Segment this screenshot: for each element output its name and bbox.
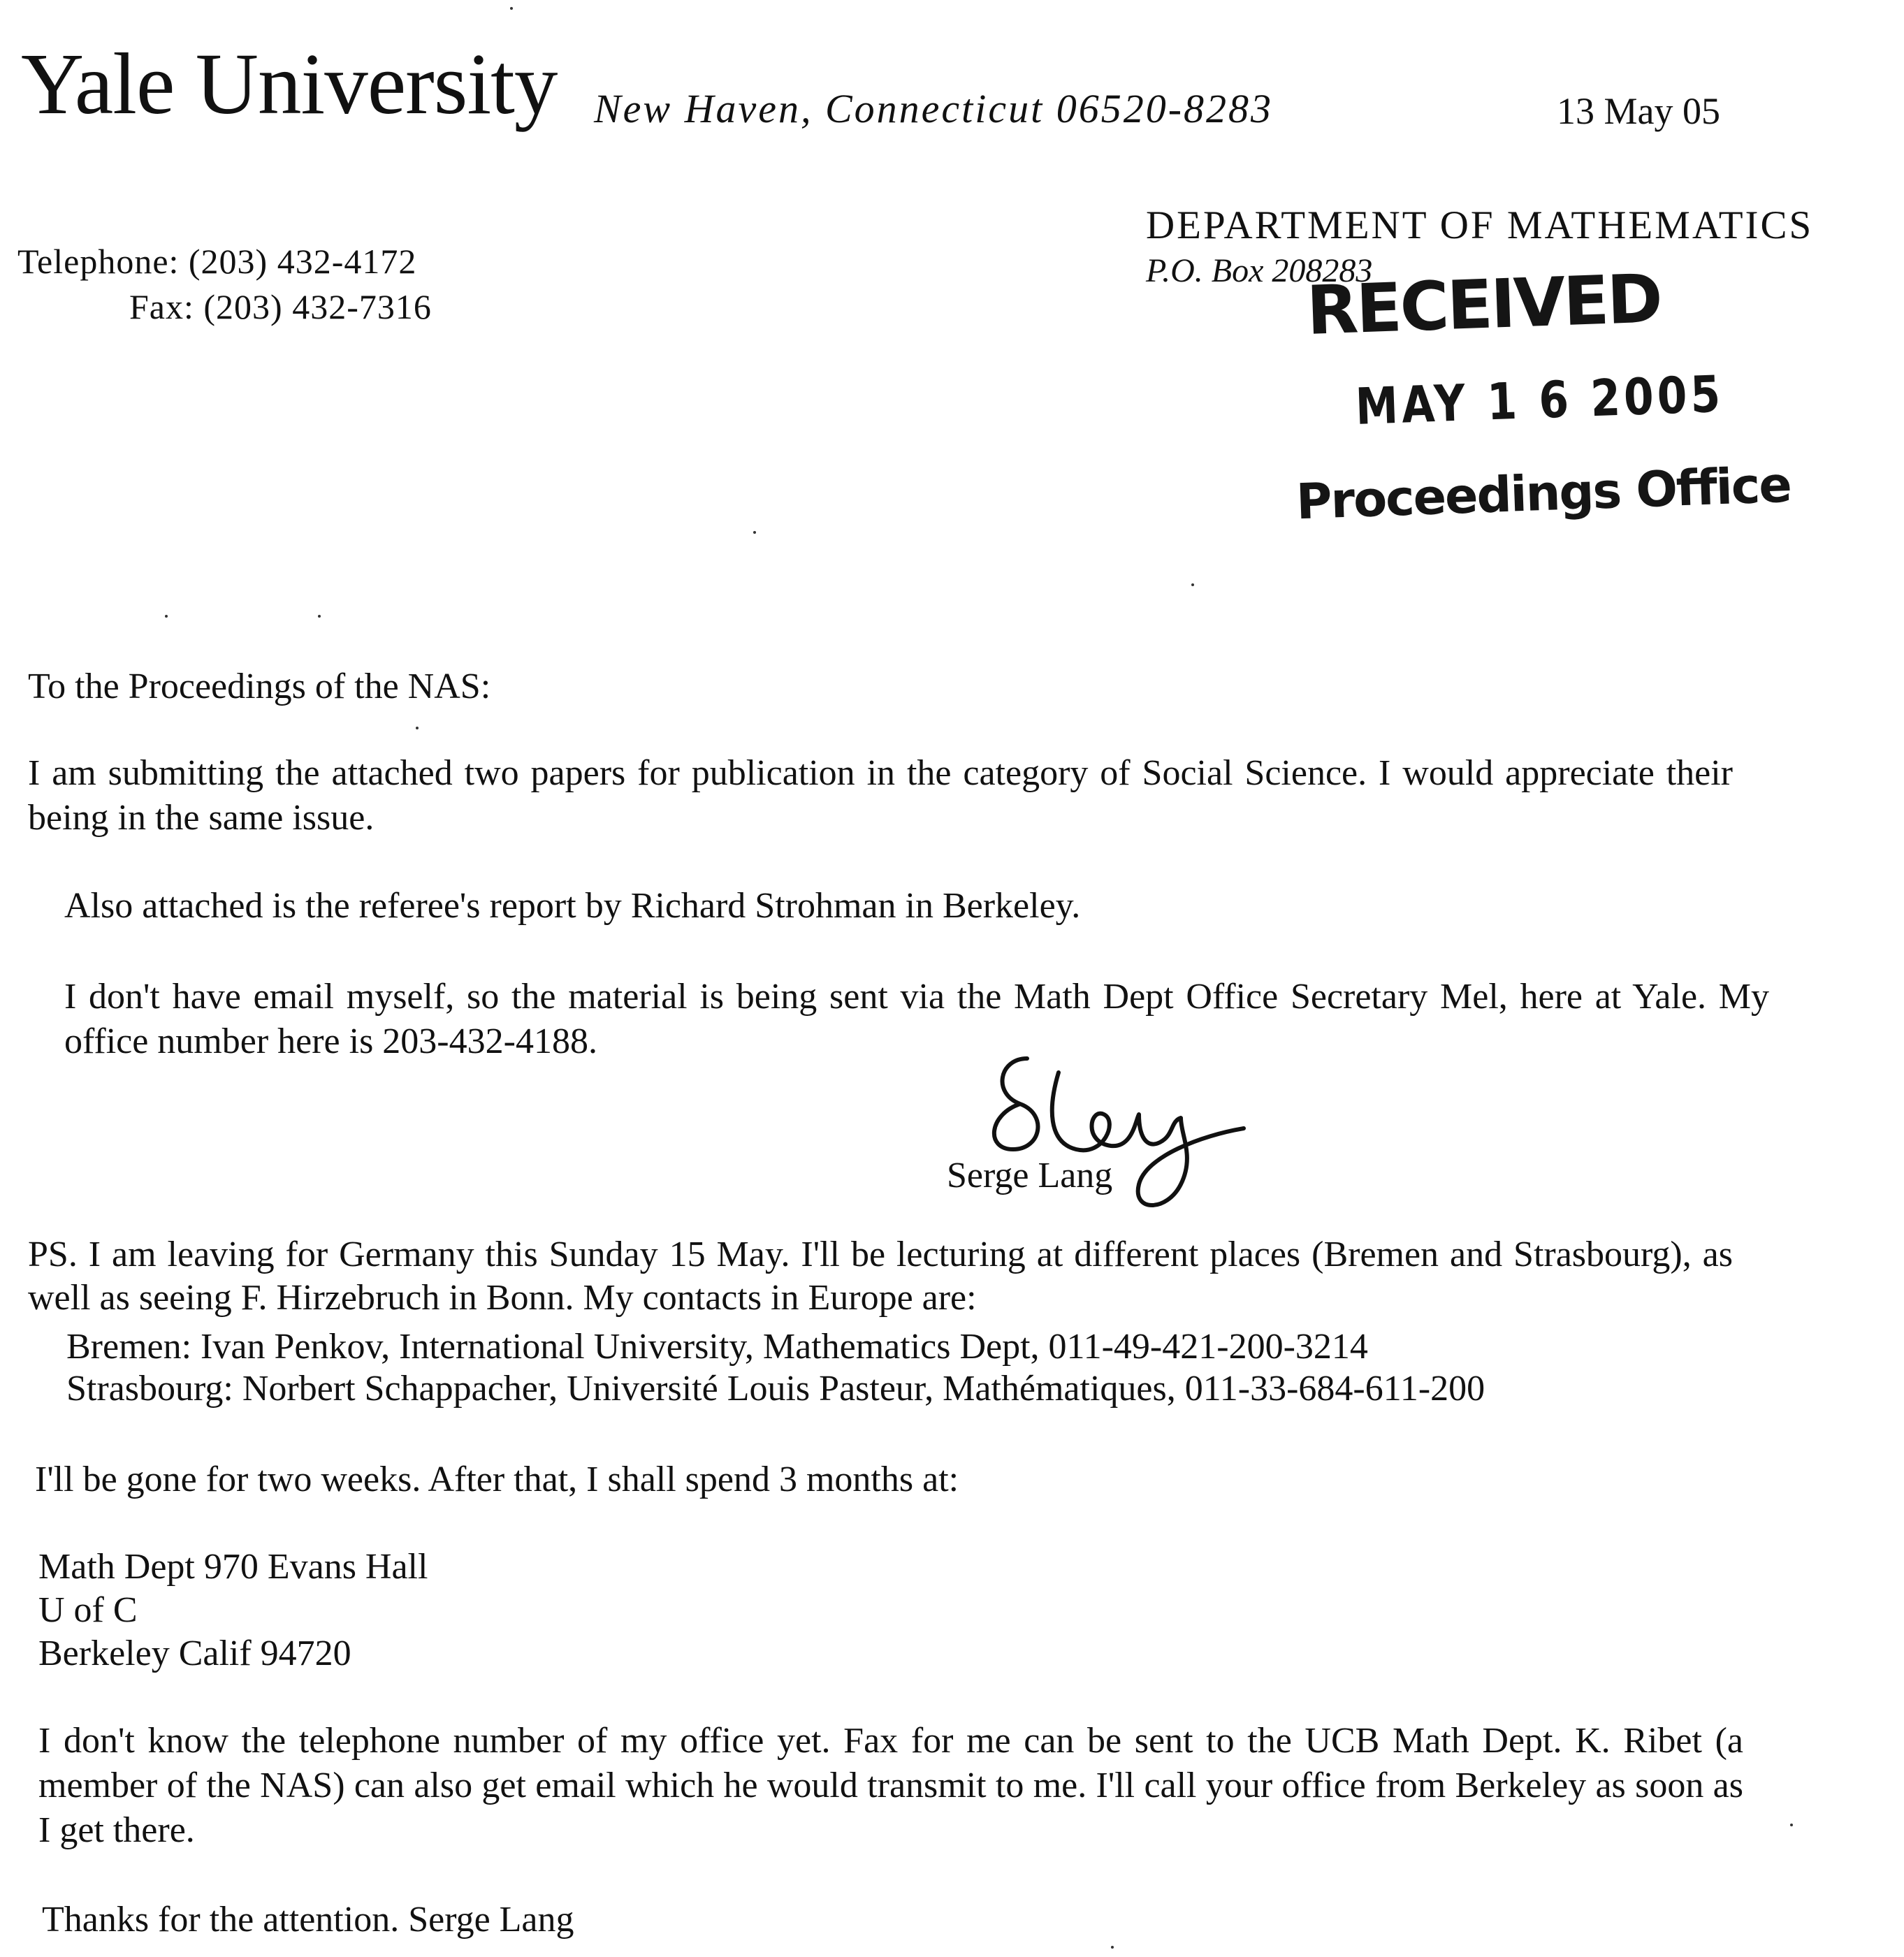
po-box: P.O. Box 208283	[1146, 252, 1373, 289]
scan-speck	[416, 727, 419, 729]
institution-name: Yale University	[21, 36, 558, 133]
postscript: PS. I am leaving for Germany this Sunday 15 May. I'll be lecturing at different places (Bremen and Strasbourg), as well as seeing F. Hirzebruch in Bonn. My contacts in Europe are:	[28, 1235, 1733, 1318]
address-line-1: Math Dept 970 Evans Hall	[38, 1547, 428, 1587]
institution-address: New Haven, Connecticut 06520-8283	[594, 86, 1274, 131]
contact-strasbourg: Strasbourg: Norbert Schappacher, Université Louis Pasteur, Mathématiques, 011-33-684-611-200	[66, 1369, 1485, 1409]
signature-image	[971, 1045, 1251, 1226]
department-name: DEPARTMENT OF MATHEMATICS	[1146, 203, 1814, 247]
address-line-2: U of C	[38, 1590, 138, 1630]
scan-speck	[753, 531, 756, 534]
paragraph-email	[28, 975, 1769, 1064]
signature-name: Serge Lang	[947, 1156, 1113, 1195]
paragraph-referee: Also attached is the referee's report by Richard Strohman in Berkeley.	[64, 886, 1081, 926]
paragraph-travel: I'll be gone for two weeks. After that, I shall spend 3 months at:	[35, 1460, 959, 1499]
scan-speck	[1790, 1824, 1793, 1826]
fax-number: Fax: (203) 432-7316	[129, 287, 432, 326]
scan-speck	[1111, 1946, 1114, 1949]
received-stamp-office: Proceedings Office	[1295, 456, 1792, 531]
received-stamp-date: MAY 1 6 2005	[1354, 364, 1725, 436]
contact-bremen: Bremen: Ivan Penkov, International University, Mathematics Dept, 011-49-421-200-3214	[66, 1327, 1368, 1367]
salutation: To the Proceedings of the NAS:	[28, 667, 491, 706]
scan-speck	[510, 7, 513, 10]
scan-speck	[1191, 583, 1194, 586]
paragraph-email-text: I don't have email myself, so the material is being sent via the Math Dept Office Secretary Mel, here at Yale. My office number here is 203-432-4188.	[64, 977, 1769, 1061]
paragraph-submission: I am submitting the attached two papers for publication in the category of Social Science. I would appreciate their being in the same issue.	[28, 753, 1733, 838]
received-stamp: RECEIVED	[1305, 259, 1662, 350]
scan-speck	[165, 615, 168, 618]
paragraph-contact-info: I don't know the telephone number of my office yet. Fax for me can be sent to the UCB Math Dept. K. Ribet (a member of the NAS) can also get email which he would transmit to me. I'll call your office from Berkeley as soon as I get there.	[38, 1721, 1743, 1850]
scan-speck	[318, 615, 321, 618]
closing-line: Thanks for the attention. Serge Lang	[42, 1900, 574, 1940]
letter-date: 13 May 05	[1557, 90, 1720, 132]
telephone-number: Telephone: (203) 432-4172	[17, 242, 417, 281]
address-line-3: Berkeley Calif 94720	[38, 1634, 351, 1673]
